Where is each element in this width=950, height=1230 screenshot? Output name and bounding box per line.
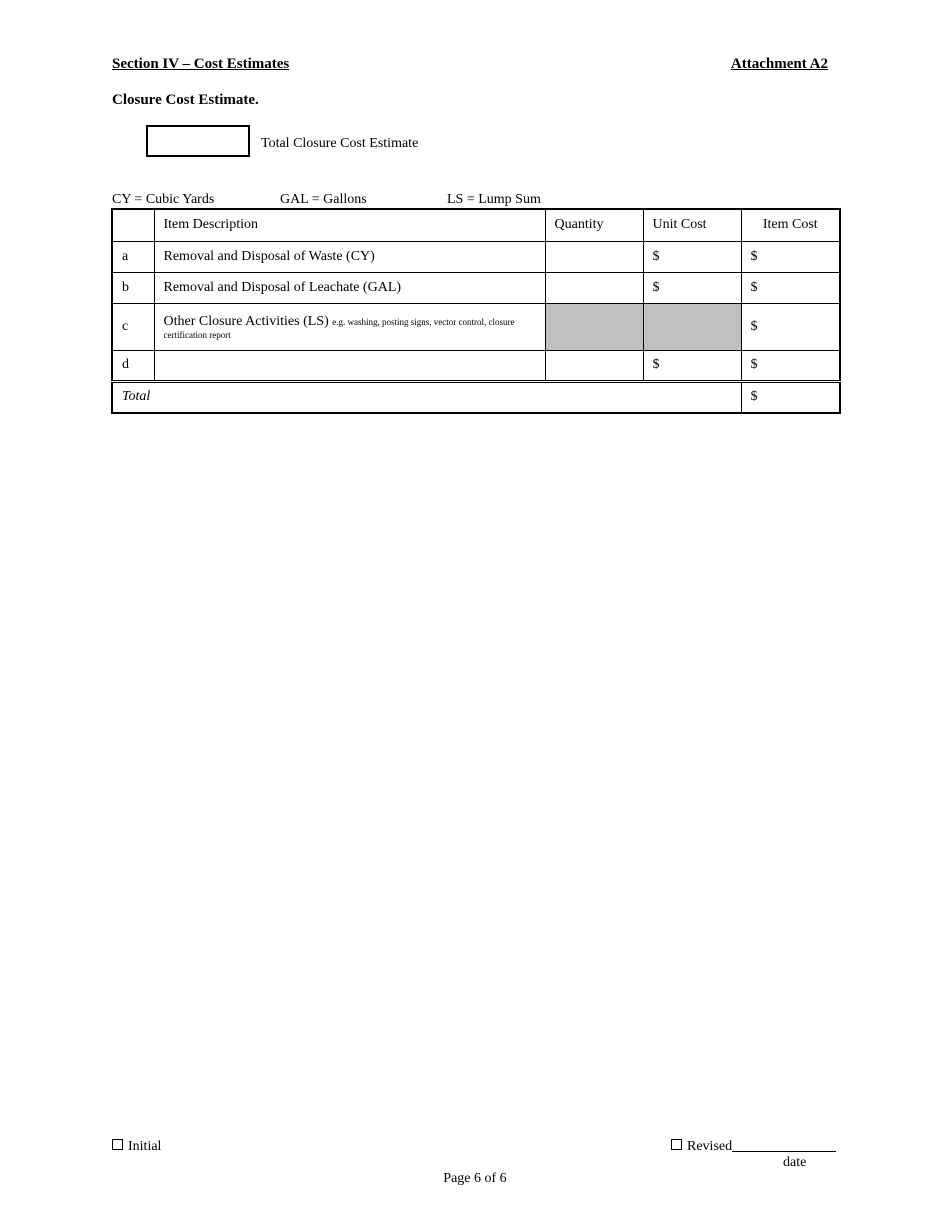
row-description: Other Closure Activities (LS)	[163, 313, 329, 329]
revised-option[interactable]	[671, 1139, 836, 1155]
table-row	[112, 350, 840, 381]
legend-gal: GAL = Gallons	[280, 192, 367, 207]
row-description-cell	[154, 303, 545, 350]
quantity-field[interactable]	[545, 350, 643, 381]
table-header-row	[112, 209, 840, 241]
header-unit-cost: Unit Cost	[643, 209, 741, 241]
quantity-field-disabled	[545, 303, 643, 350]
unit-cost-field[interactable]: $	[643, 241, 741, 272]
table-row	[112, 272, 840, 303]
page-number: Page 6 of 6	[443, 1171, 507, 1186]
row-letter: c	[112, 303, 154, 350]
header-description: Item Description	[154, 209, 545, 241]
initial-label: Initial	[128, 1139, 162, 1154]
initial-checkbox[interactable]	[112, 1139, 123, 1150]
row-letter: b	[112, 272, 154, 303]
total-estimate-field[interactable]	[146, 125, 250, 157]
row-letter: d	[112, 350, 154, 381]
item-cost-field[interactable]: $	[741, 272, 840, 303]
total-estimate-label: Total Closure Cost Estimate	[261, 136, 419, 151]
total-label: Total	[112, 381, 741, 413]
section-title: Section IV – Cost Estimates	[112, 56, 290, 72]
row-description: Removal and Disposal of Leachate (GAL)	[154, 272, 545, 303]
revised-label: Revised	[687, 1139, 733, 1154]
table-row	[112, 241, 840, 272]
unit-cost-field[interactable]: $	[643, 272, 741, 303]
form-subtitle: Closure Cost Estimate.	[112, 92, 259, 108]
unit-cost-field[interactable]: $	[643, 350, 741, 381]
quantity-field[interactable]	[545, 272, 643, 303]
revised-date-line[interactable]	[732, 1139, 836, 1152]
quantity-field[interactable]	[545, 241, 643, 272]
row-description: Removal and Disposal of Waste (CY)	[154, 241, 545, 272]
initial-option[interactable]	[112, 1139, 161, 1155]
total-row	[112, 381, 840, 413]
legend-ls: LS = Lump Sum	[447, 192, 541, 207]
legend-cy: CY = Cubic Yards	[112, 192, 215, 207]
cost-table	[111, 208, 841, 414]
item-cost-field[interactable]: $	[741, 241, 840, 272]
header-item-cost: Item Cost	[741, 209, 840, 241]
item-cost-field[interactable]: $	[741, 303, 840, 350]
header-quantity: Quantity	[545, 209, 643, 241]
attachment-label: Attachment A2	[730, 56, 828, 72]
item-cost-field[interactable]: $	[741, 350, 840, 381]
date-label: date	[783, 1155, 807, 1170]
row-description-field[interactable]	[154, 350, 545, 381]
table-row	[112, 303, 840, 350]
header-letter	[112, 209, 154, 241]
row-letter: a	[112, 241, 154, 272]
row-description-note: e.g. washing, posting signs, vector control, closure certification report	[163, 316, 515, 340]
revised-checkbox[interactable]	[671, 1139, 682, 1150]
total-item-cost-field[interactable]: $	[741, 381, 840, 413]
unit-cost-field-disabled	[643, 303, 741, 350]
